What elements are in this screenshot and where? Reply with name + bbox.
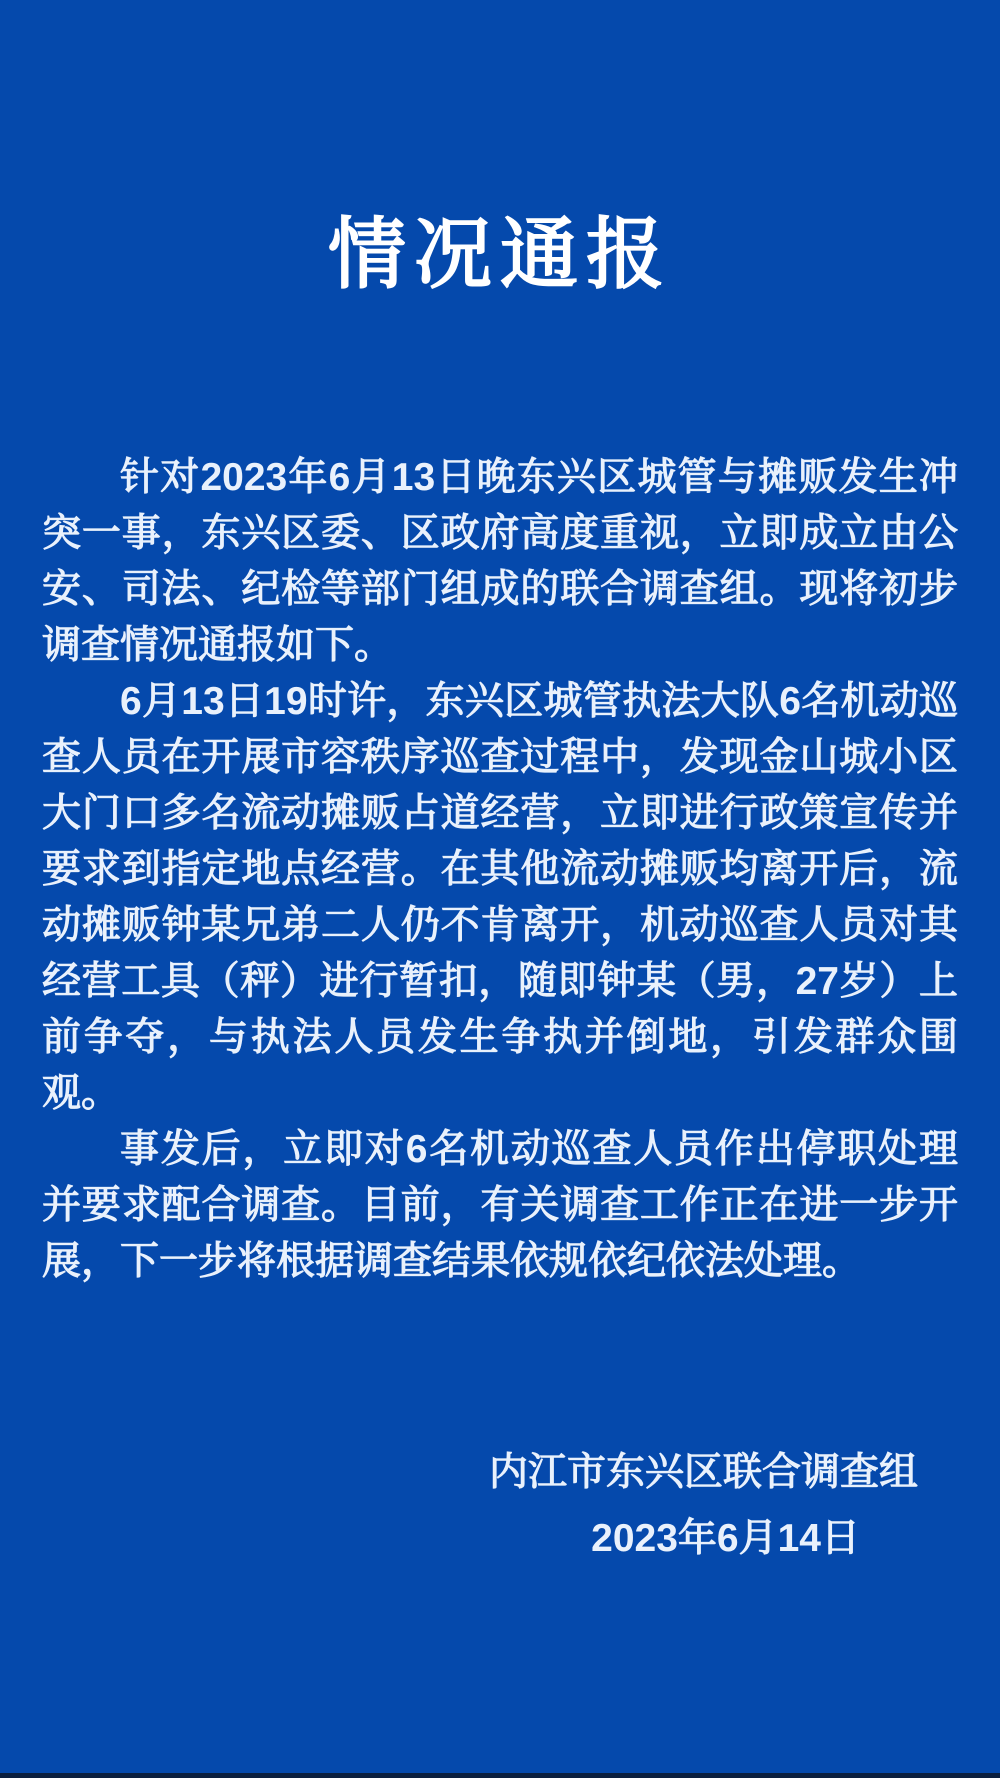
notice-paragraph-1: 针对2023年6月13日晚东兴区城管与摊贩发生冲突一事，东兴区委、区政府高度重视，立即成立由公安、司法、纪检等部门组成的联合调查组。现将初步调查情况通报如下。	[42, 455, 958, 667]
bottom-edge-strip	[0, 1773, 1000, 1778]
signature-date: 2023年6月14日	[591, 1516, 860, 1560]
signature-organization: 内江市东兴区联合调查组	[488, 1450, 918, 1494]
notice-paragraph-2: 6月13日19时许，东兴区城管执法大队6名机动巡查人员在开展市容秩序巡查过程中，发现金山城小区大门口多名流动摊贩占道经营，立即进行政策宣传并要求到指定地点经营。在其他流动摊贩均离开后，流动摊贩钟某兄弟二人仍不肯离开，机动巡查人员对其经营工具（秤）进行暂扣，随即钟某（男，27岁）上前争夺，与执法人员发生争执并倒地，引发群众围观。	[42, 679, 958, 1115]
signature-block	[0, 1440, 1000, 1572]
notice-title: 情况通报	[327, 211, 672, 298]
notice-paragraph-3: 事发后，立即对6名机动巡查人员作出停职处理并要求配合调查。目前，有关调查工作正在进一步开展，下一步将根据调查结果依规依纪依法处理。	[42, 1127, 958, 1283]
notice-body	[42, 450, 958, 1290]
